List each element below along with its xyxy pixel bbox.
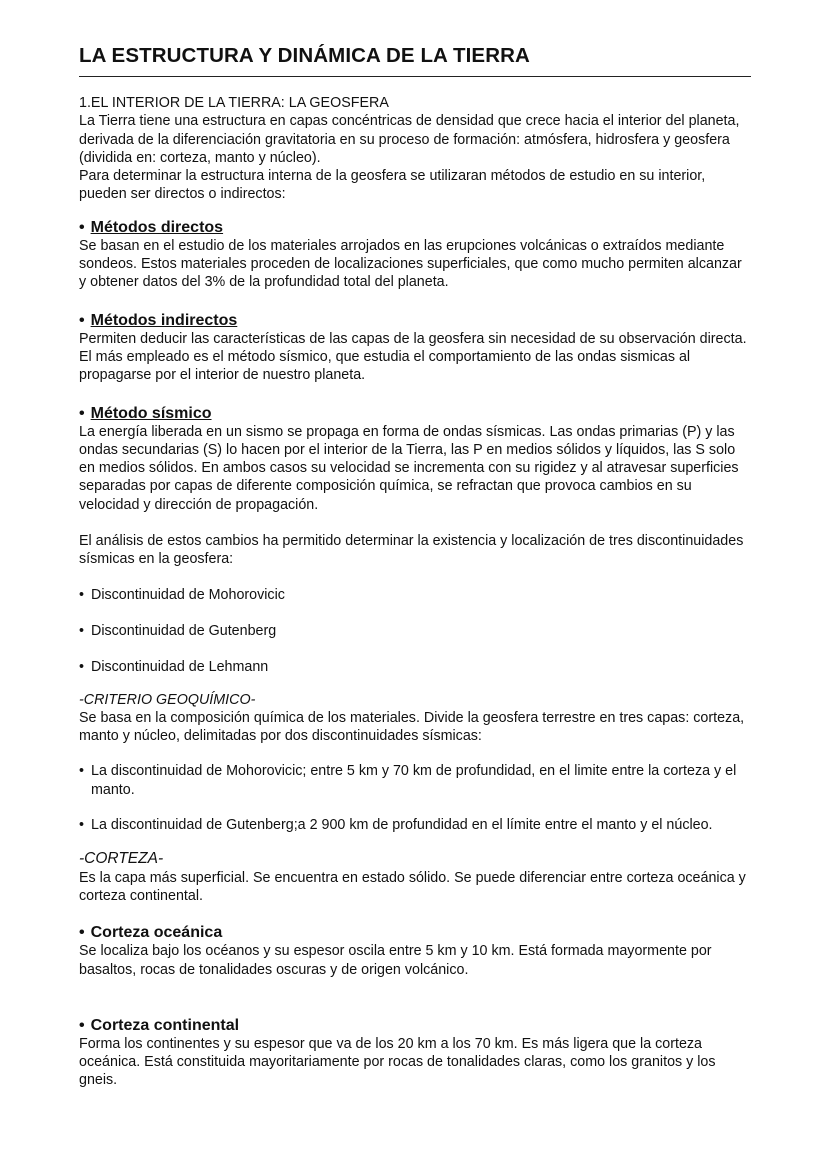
list-item: • Discontinuidad de Gutenberg bbox=[79, 622, 277, 639]
discontinuities-list bbox=[79, 586, 751, 677]
paragraph-corteza-oceanica: Se localiza bajo los océanos y su espesor oscila entre 5 km y 10 km. Está formada mayormente por basaltos, rocas de tonalidades oscuras y de origen volcánico. bbox=[79, 943, 712, 978]
heading-metodo-sismico: • Método sísmico bbox=[79, 404, 212, 422]
document-body bbox=[79, 94, 751, 1090]
bullet-icon: • bbox=[79, 924, 85, 942]
bullet-icon: • bbox=[79, 659, 85, 676]
document-page bbox=[79, 44, 751, 1090]
list-item: • Discontinuidad de Lehmann bbox=[79, 659, 269, 676]
page-title: LA ESTRUCTURA Y DINÁMICA DE LA TIERRA bbox=[79, 44, 751, 77]
bullet-icon: • bbox=[79, 311, 85, 329]
paragraph-corteza-continental: Forma los continentes y su espesor que va de los 20 km a los 70 km. Es más ligera que la corteza oceánica. Está constituida mayoritariamente por rocas de tonalidades claras, como los granitos y los gneis. bbox=[79, 1035, 716, 1089]
paragraph-metodos-directos: Se basan en el estudio de los materiales arrojados en las erupciones volcánicas o extraídos mediante sondeos. Estos materiales proceden de localizaciones superficiales, que como mucho permiten alcanzar y obtener datos del 3% de la profundidad total del planeta. bbox=[79, 237, 742, 291]
bullet-icon: • bbox=[79, 218, 85, 236]
paragraph-metodo-sismico: La energía liberada en un sismo se propaga en forma de ondas sísmicas. Las ondas primarias (P) y las ondas secundarias (S) lo hacen por el interior de la Tierra, las P en medios sólidos y líquidos, las S solo en medios sólidos. En ambos casos su velocidad se incrementa con su rigidez y al atravesar superficies separadas por capas de diferente composición química, se refractan que provoca cambios en su velocidad y dirección de propagación. bbox=[79, 423, 739, 513]
bullet-icon: • bbox=[79, 586, 85, 603]
paragraph-analisis: El análisis de estos cambios ha permitido determinar la existencia y localización de tres discontinuidades sísmicas en la geosfera: bbox=[79, 533, 744, 568]
paragraph-corteza: Es la capa más superficial. Se encuentra en estado sólido. Se puede diferenciar entre corteza oceánica y corteza continental. bbox=[79, 869, 746, 904]
paragraph-metodos-indirectos: Permiten deducir las características de las capas de la geosfera sin necesidad de su observación directa. El más empleado es el método sísmico, que estudia el comportamiento de las ondas sismicas al propagarse por el interior de nuestro planeta. bbox=[79, 330, 747, 384]
intro-paragraph-1: La Tierra tiene una estructura en capas concéntricas de densidad que crece hacia el interior del planeta, derivada de la diferenciación gravitatoria en su proceso de formación: atmósfera, hidrosfera y geosfera (dividida en: corteza, manto y núcleo). bbox=[79, 113, 740, 166]
bullet-icon: • bbox=[79, 817, 85, 834]
bullet-icon: • bbox=[79, 763, 85, 780]
intro-paragraph-2: Para determinar la estructura interna de la geosfera se utilizaran métodos de estudio en su interior, pueden ser directos o indirectos: bbox=[79, 168, 706, 203]
list-item: • Discontinuidad de Mohorovicic bbox=[79, 586, 285, 603]
heading-metodos-directos: • Métodos directos bbox=[79, 218, 224, 236]
criterio-list bbox=[79, 762, 751, 834]
bullet-icon: • bbox=[79, 622, 85, 639]
paragraph-criterio: Se basa en la composición química de los materiales. Divide la geosfera terrestre en tres capas: corteza, manto y núcleo, delimitadas por dos discontinuidades sísmicas: bbox=[79, 709, 745, 745]
heading-corteza-oceanica: • Corteza oceánica bbox=[79, 924, 223, 942]
section-heading-geosfera: 1.EL INTERIOR DE LA TIERRA: LA GEOSFERA bbox=[79, 95, 389, 111]
list-item: • La discontinuidad de Gutenberg;a 2 900 km de profundidad en el límite entre el manto y el núcleo. bbox=[79, 817, 713, 834]
heading-criterio-geoquimico: -CRITERIO GEOQUÍMICO- bbox=[79, 691, 256, 708]
bullet-icon: • bbox=[79, 1016, 85, 1034]
list-item: • La discontinuidad de Mohorovicic; entre 5 km y 70 km de profundidad, en el limite entre la corteza y el manto. bbox=[79, 763, 737, 798]
bullet-icon: • bbox=[79, 404, 85, 422]
heading-metodos-indirectos: • Métodos indirectos bbox=[79, 311, 238, 329]
heading-corteza: -CORTEZA- bbox=[79, 850, 164, 868]
heading-corteza-continental: • Corteza continental bbox=[79, 1016, 240, 1034]
